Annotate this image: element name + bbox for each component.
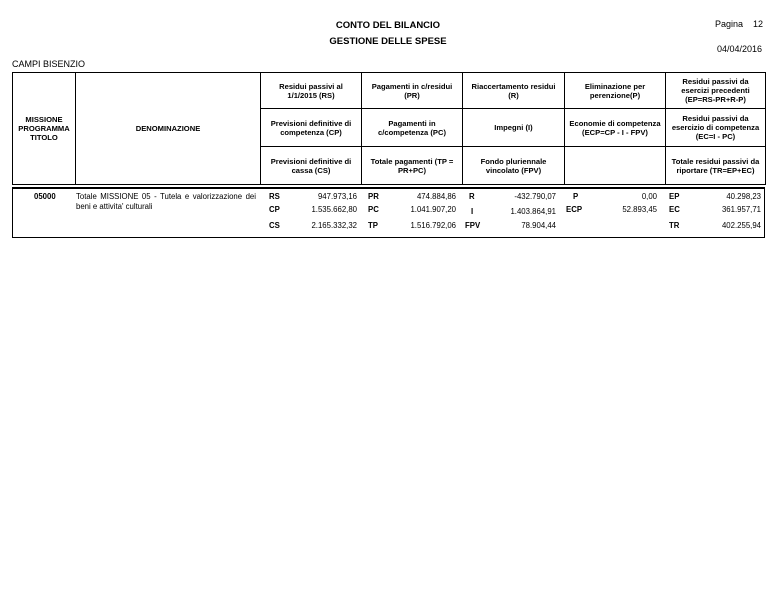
header-code-cell bbox=[13, 73, 76, 185]
header-missione: MISSIONE bbox=[25, 115, 63, 124]
value-fpv: 78.904,44 bbox=[521, 221, 556, 230]
header-titolo: TITOLO bbox=[30, 133, 58, 142]
report-subtitle: GESTIONE DELLE SPESE bbox=[329, 36, 447, 47]
label-ecp: ECP bbox=[566, 205, 583, 214]
header-pc: Pagamenti in c/competenza (PC) bbox=[362, 109, 463, 147]
header-ep: Residui passivi da esercizi precedenti (EP=RS-PR+R-P) bbox=[666, 73, 766, 109]
header-pr: Pagamenti in c/residui (PR) bbox=[362, 73, 463, 109]
data-body bbox=[12, 187, 765, 238]
header-programma: PROGRAMMA bbox=[18, 124, 70, 133]
label-p: P bbox=[573, 192, 579, 201]
header-fpv: Fondo pluriennale vincolato (FPV) bbox=[463, 147, 565, 185]
label-fpv: FPV bbox=[465, 221, 481, 230]
header-ec: Residui passivi da esercizio di competenza (EC=I - PC) bbox=[666, 109, 766, 147]
page-label: Pagina bbox=[715, 19, 744, 29]
value-ec: 361.957,71 bbox=[721, 205, 761, 214]
value-pc: 1.041.907,20 bbox=[410, 205, 456, 214]
value-cp: 1.535.662,80 bbox=[311, 205, 357, 214]
value-tp: 1.516.792,06 bbox=[410, 221, 456, 230]
label-cs: CS bbox=[269, 221, 280, 230]
entity-name: CAMPI BISENZIO bbox=[12, 59, 86, 69]
header-p: Eliminazione per perenzione(P) bbox=[565, 73, 666, 109]
value-ecp: 52.893,45 bbox=[622, 205, 657, 214]
header-empty bbox=[565, 147, 666, 185]
header-tr: Totale residui passivi da riportare (TR=EP+EC) bbox=[666, 147, 766, 185]
label-r: R bbox=[469, 192, 475, 201]
label-tr: TR bbox=[669, 221, 680, 230]
value-pr: 474.884,86 bbox=[416, 192, 456, 201]
value-rs: 947.973,16 bbox=[317, 192, 357, 201]
value-i: 1.403.864,91 bbox=[510, 207, 556, 216]
mission-description: Totale MISSIONE 05 - Tutela e valorizzazione dei beni e attivita' culturali bbox=[76, 192, 256, 211]
label-ec: EC bbox=[669, 205, 680, 214]
label-i: I bbox=[471, 207, 474, 216]
label-ep: EP bbox=[669, 192, 680, 201]
value-cs: 2.165.332,32 bbox=[311, 221, 357, 230]
header-cs: Previsioni definitive di cassa (CS) bbox=[261, 147, 362, 185]
label-cp: CP bbox=[269, 205, 280, 214]
header-r: Riaccertamento residui (R) bbox=[463, 73, 565, 109]
label-tp: TP bbox=[368, 221, 378, 230]
value-r: -432.790,07 bbox=[514, 192, 556, 201]
mission-code: 05000 bbox=[34, 192, 56, 201]
header-tp: Totale pagamenti (TP = PR+PC) bbox=[362, 147, 463, 185]
value-p: 0,00 bbox=[641, 192, 657, 201]
value-ep: 40.298,23 bbox=[726, 192, 761, 201]
header-rs: Residui passivi al 1/1/2015 (RS) bbox=[261, 73, 362, 109]
page-number: 12 bbox=[753, 19, 764, 29]
value-tr: 402.255,94 bbox=[721, 221, 761, 230]
label-pr: PR bbox=[368, 192, 379, 201]
report-date: 04/04/2016 bbox=[717, 44, 763, 54]
header-denominazione: DENOMINAZIONE bbox=[76, 73, 261, 185]
header-cp: Previsioni definitive di competenza (CP) bbox=[261, 109, 362, 147]
header-ecp: Economie di competenza (ECP=CP - I - FPV) bbox=[565, 109, 666, 147]
report-title: CONTO DEL BILANCIO bbox=[335, 20, 441, 31]
label-rs: RS bbox=[269, 192, 280, 201]
header-i: Impegni (I) bbox=[463, 109, 565, 147]
label-pc: PC bbox=[368, 205, 379, 214]
column-header-grid bbox=[12, 72, 766, 185]
